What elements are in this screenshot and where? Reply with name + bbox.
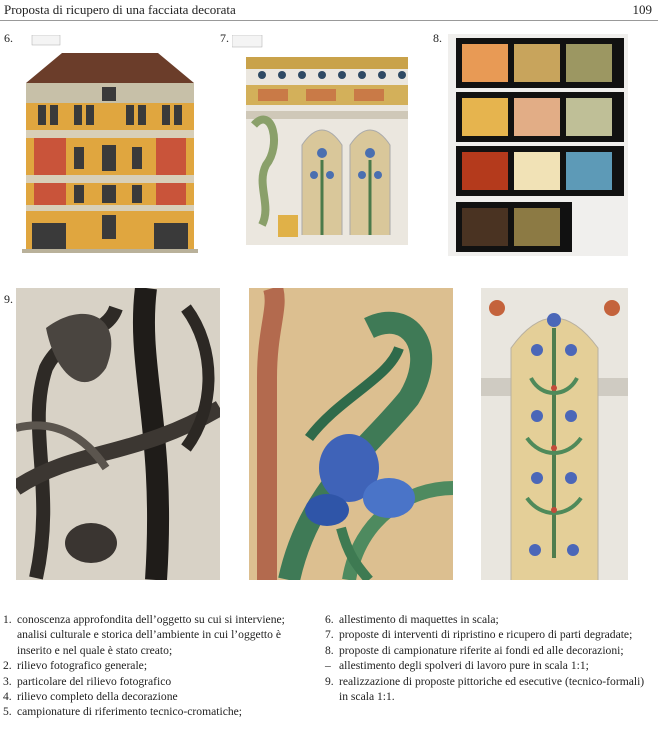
figure-8-label: 8.: [433, 31, 442, 45]
caption-text: particolare del rilievo fotografico: [17, 674, 172, 688]
caption-item: [3, 674, 311, 689]
color-swatch: [514, 152, 560, 190]
caption-number: 8.: [325, 643, 334, 657]
caption-text: rilievo fotografico generale;: [17, 659, 148, 673]
caption-item: [3, 612, 311, 658]
figure-6-label: 6.: [4, 31, 13, 45]
caption-item: [325, 612, 653, 627]
page-number: 109: [632, 2, 652, 17]
caption-number: 2.: [3, 659, 12, 673]
caption-list-left: [3, 612, 311, 720]
color-swatch: [514, 44, 560, 82]
caption-text: conoscenza approfondita dell’oggetto su cui si interviene; analisi culturale e storica dell’ambiente in cui l’oggetto è inserito e nel quale è stato creato;: [17, 613, 285, 657]
color-swatch: [462, 98, 508, 136]
caption-item: [3, 658, 311, 673]
caption-number: 7.: [325, 628, 334, 642]
color-swatch: [462, 208, 508, 246]
caption-number: 3.: [3, 674, 12, 688]
figure-7-label: 7.: [220, 31, 229, 45]
caption-item: [3, 689, 311, 704]
figure-9-label: 9.: [4, 292, 13, 306]
color-swatch: [462, 44, 508, 82]
caption-item: [325, 627, 653, 642]
color-swatch: [566, 98, 612, 136]
caption-text: rilievo completo della decorazione: [17, 690, 178, 704]
page-header: [0, 0, 658, 21]
caption-text: proposte di campionature riferite ai fondi ed alle decorazioni;: [339, 643, 624, 657]
caption-item: [325, 643, 653, 658]
figure-9-charcoal-study: [16, 288, 220, 580]
figure-6-facade-drawing: [22, 35, 198, 253]
caption-text: allestimento degli spolveri di lavoro pure in scala 1:1;: [339, 659, 589, 673]
caption-text: allestimento di maquettes in scala;: [339, 613, 499, 626]
caption-number: 6.: [325, 613, 334, 626]
figure-9-color-study: [249, 288, 453, 580]
figure-7-decoration-drawing: [232, 35, 410, 246]
caption-item: [3, 704, 311, 719]
caption-text: campionature di riferimento tecnico-cromatiche;: [17, 705, 243, 719]
caption-number: 1.: [3, 613, 12, 626]
caption-item: [325, 674, 653, 705]
color-swatch: [514, 208, 560, 246]
figure-9-decoration-panel: [481, 288, 628, 580]
caption-number: 9.: [325, 674, 334, 688]
caption-text: proposte di interventi di ripristino e ricupero di parti degradate;: [339, 628, 633, 642]
figure-8-color-samples: [448, 34, 628, 256]
caption-number: 5.: [3, 705, 12, 719]
caption-number: –: [325, 659, 331, 673]
color-swatch: [566, 44, 612, 82]
color-swatch: [514, 98, 560, 136]
color-swatch: [462, 152, 508, 190]
caption-item: [325, 658, 653, 673]
caption-list-right: [325, 612, 653, 704]
caption-text: realizzazione di proposte pittoriche ed esecutive (tecnico-formali) in scala 1:1.: [339, 674, 645, 704]
running-title: Proposta di ricupero di una facciata decorata: [4, 2, 236, 17]
caption-number: 4.: [3, 690, 12, 704]
color-swatch: [566, 152, 612, 190]
